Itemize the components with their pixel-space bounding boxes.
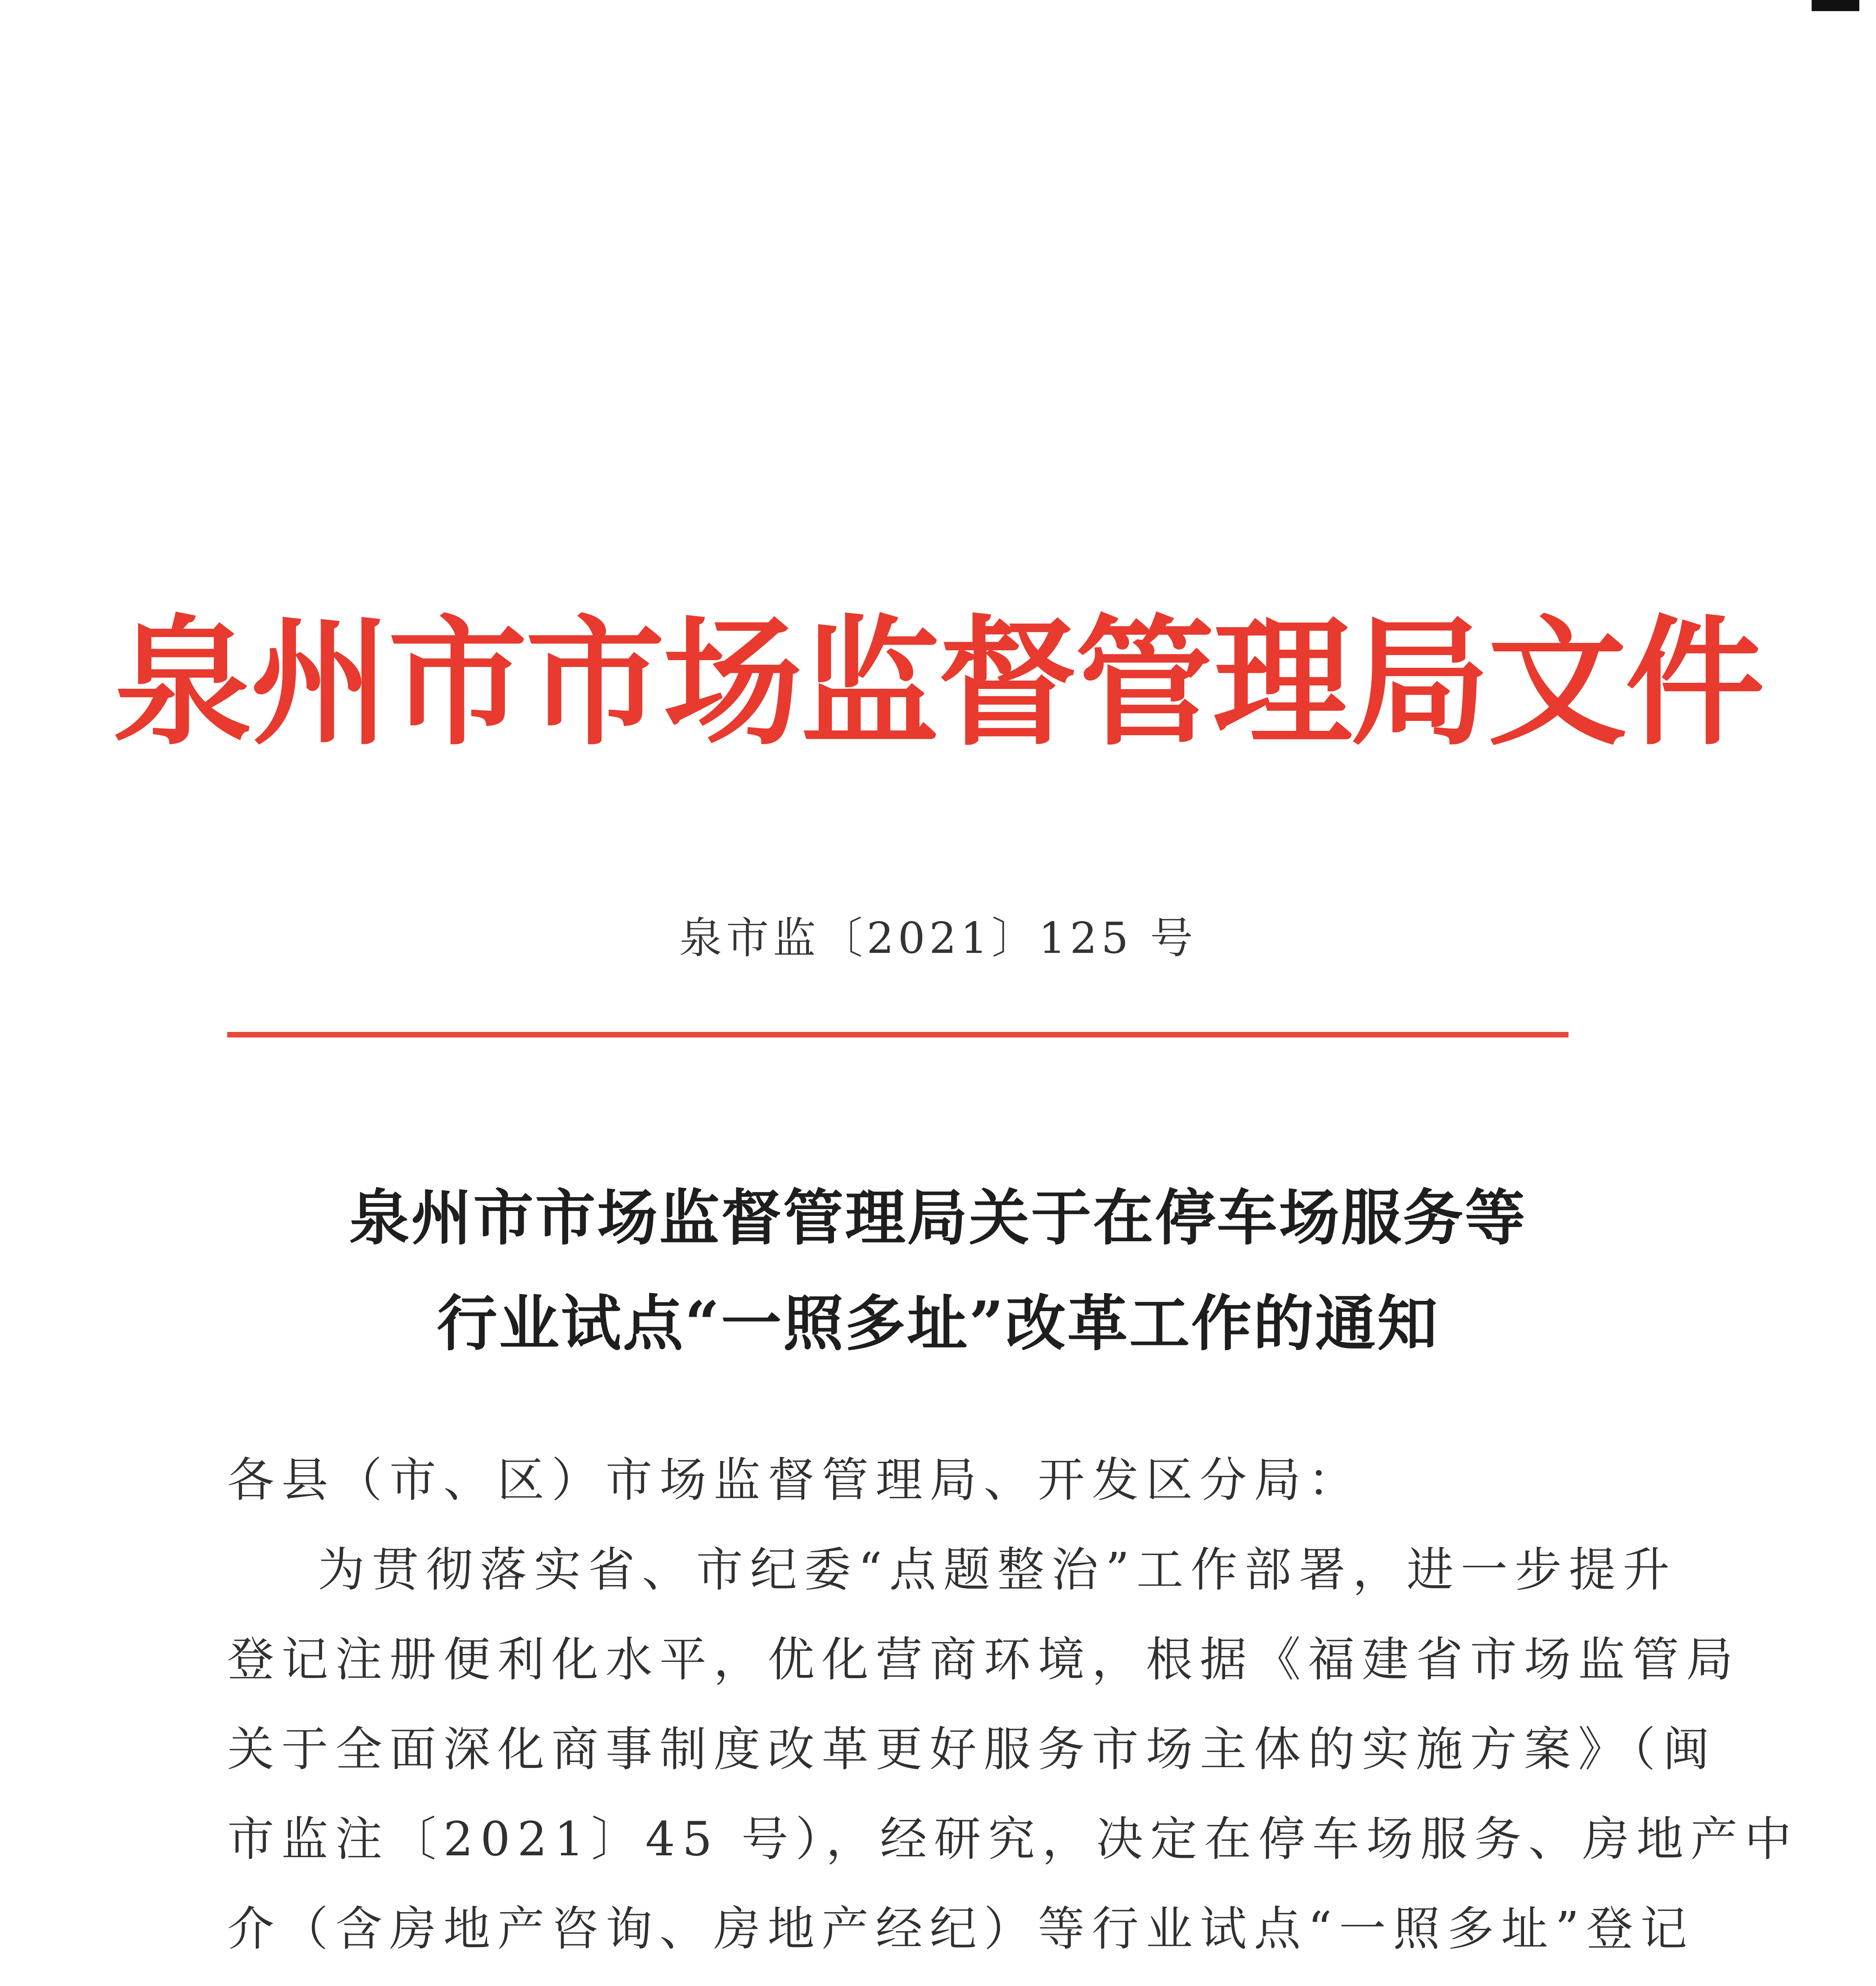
notice-title-line-2: 行业试点“一照多址”改革工作的通知 (437, 1288, 1439, 1359)
paragraph-1-line-2: 登记注册便利化水平，优化营商环境，根据《福建省市场监管局 (227, 1632, 1741, 1687)
red-separator-line (227, 1032, 1568, 1037)
paragraph-1-line-4: 市监注〔2021〕45 号），经研究，决定在停车场服务、房地产中 (227, 1812, 1799, 1866)
document-number: 泉市监〔2021〕125 号 (679, 914, 1197, 963)
paragraph-1-line-3: 关于全面深化商事制度改革更好服务市场主体的实施方案》（闽 (227, 1722, 1717, 1777)
scan-corner-mark (1812, 0, 1859, 11)
notice-title-line-1: 泉州市市场监督管理局关于在停车场服务等 (349, 1182, 1527, 1253)
salutation: 各县（市、区）市场监督管理局、开发区分局： (227, 1453, 1362, 1507)
document-masthead: 泉州市市场监督管理局文件 (113, 602, 1763, 764)
paragraph-1-line-5: 介（含房地产咨询、房地产经纪）等行业试点“一照多址”登记 (227, 1901, 1694, 1956)
paragraph-1-line-1: 为贯彻落实省、市纪委“点题整治”工作部署，进一步提升 (318, 1542, 1677, 1597)
